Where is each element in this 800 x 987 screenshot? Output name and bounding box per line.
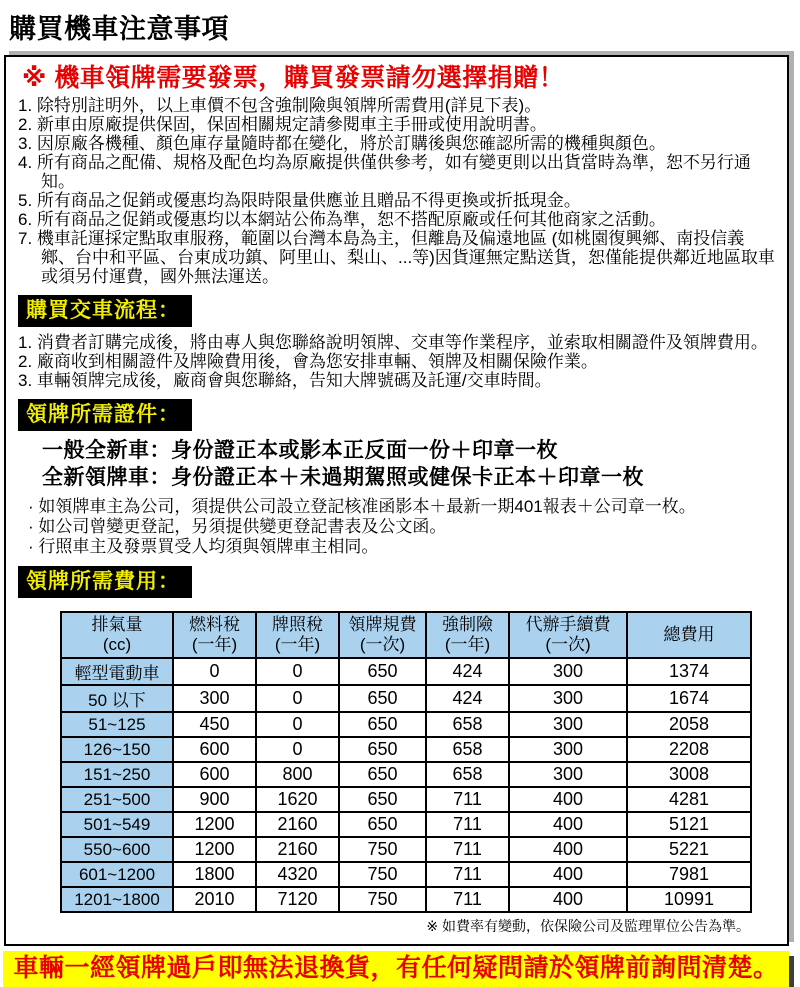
process-item: 3. 車輛領牌完成後，廠商會與您聯絡，告知大牌號碼及託運/交車時間。: [18, 371, 552, 390]
process-list: [18, 333, 777, 390]
fees-cell: 1620: [256, 787, 339, 812]
fees-cell: 750: [339, 887, 426, 912]
fees-cell: 658: [426, 712, 509, 737]
fees-table-row: [61, 712, 751, 737]
notice-list: [18, 96, 777, 286]
fees-cell: 650: [339, 812, 426, 837]
fees-cell: 400: [509, 837, 627, 862]
fees-cell: 800: [256, 762, 339, 787]
fees-col-header: 領牌規費 (一次): [339, 612, 426, 658]
documents-required-line: 一般全新車：身份證正本或影本正反面一份＋印章一枚: [42, 439, 558, 462]
notice-box: [4, 55, 789, 946]
fees-cell: 7120: [256, 887, 339, 912]
fees-cell: 4320: [256, 862, 339, 887]
fees-cell: 300: [173, 685, 256, 712]
fees-col-header: 代辦手續費 (一次): [509, 612, 627, 658]
fees-row-label: 51~125: [61, 712, 173, 737]
fees-cell: 600: [173, 737, 256, 762]
fees-cell: 5121: [627, 812, 751, 837]
invoice-warning-heading: ※ 機車領牌需要發票，購買發票請勿選擇捐贈！: [22, 64, 565, 92]
fees-cell: 400: [509, 812, 627, 837]
fees-cell: 650: [339, 787, 426, 812]
fees-cell: 400: [509, 862, 627, 887]
section-label-fees: 領牌所需費用：: [18, 566, 192, 598]
fees-table-row: [61, 787, 751, 812]
fees-cell: 2058: [627, 712, 751, 737]
fees-cell: 1200: [173, 812, 256, 837]
fees-cell: 711: [426, 887, 509, 912]
fees-table-row: [61, 658, 751, 685]
fees-cell: 300: [509, 685, 627, 712]
fees-cell: 300: [509, 712, 627, 737]
fees-cell: 711: [426, 787, 509, 812]
fees-cell: 7981: [627, 862, 751, 887]
fees-row-label: 550~600: [61, 837, 173, 862]
fees-cell: 658: [426, 737, 509, 762]
fees-table-row: [61, 837, 751, 862]
fees-table-row: [61, 685, 751, 712]
fees-cell: 0: [256, 737, 339, 762]
notice-item: 6. 所有商品之促銷或優惠均以本網站公佈為準，恕不搭配原廠或任何其他商家之活動。: [18, 210, 666, 229]
fees-cell: 750: [339, 862, 426, 887]
fees-cell: 10991: [627, 887, 751, 912]
documents-note: · 如領牌車主為公司，須提供公司設立登記核准函影本＋最新一期401報表＋公司章一枚。: [28, 497, 696, 516]
fees-cell: 900: [173, 787, 256, 812]
fees-cell: 750: [339, 837, 426, 862]
fees-cell: 300: [509, 737, 627, 762]
fees-cell: 1374: [627, 658, 751, 685]
fees-cell: 3008: [627, 762, 751, 787]
fees-cell: 424: [426, 685, 509, 712]
fees-cell: 2160: [256, 837, 339, 862]
fees-col-header: 強制險 (一年): [426, 612, 509, 658]
notice-item: 7. 機車託運採定點取車服務，範圍以台灣本島為主，但離島及偏遠地區 (如桃園復興鄉、南投信義鄉、台中和平區、台東成功鎮、阿里山、梨山、...等)因貨運無定點送貨，恕僅能提供鄰近地區取車或須另付運費，國外無法運送。: [18, 229, 775, 286]
fees-table-row: [61, 887, 751, 912]
process-item: 2. 廠商收到相關證件及牌險費用後，會為您安排車輛、領牌及相關保險作業。: [18, 352, 598, 371]
section-label-process: 購買交車流程：: [18, 295, 192, 327]
fees-rate-note: ※ 如費率有變動，依保險公司及監理單位公告為準。: [426, 918, 750, 934]
documents-required-line: 全新領牌車：身份證正本＋未過期駕照或健保卡正本＋印章一枚: [42, 466, 644, 489]
fees-row-label: 601~1200: [61, 862, 173, 887]
fees-cell: 2010: [173, 887, 256, 912]
no-return-warning-banner: 車輛一經領牌過戶即無法退換貨，有任何疑問請於領牌前詢問清楚。: [3, 951, 789, 987]
fees-table-body: [61, 658, 751, 912]
fees-cell: 1674: [627, 685, 751, 712]
fees-cell: 2160: [256, 812, 339, 837]
fees-table: [60, 611, 752, 913]
fees-cell: 1800: [173, 862, 256, 887]
fees-cell: 424: [426, 658, 509, 685]
fees-cell: 711: [426, 837, 509, 862]
notice-item: 1. 除特別註明外，以上車價不包含強制險與領牌所需費用(詳見下表)。: [18, 96, 542, 115]
page-title: 購買機車注意事項: [9, 14, 229, 44]
fees-cell: 1200: [173, 837, 256, 862]
fees-row-label: 50 以下: [61, 685, 173, 712]
fees-row-label: 151~250: [61, 762, 173, 787]
fees-table-row: [61, 762, 751, 787]
fees-cell: 0: [256, 712, 339, 737]
section-label-documents: 領牌所需證件：: [18, 399, 192, 431]
fees-col-header: 牌照稅 (一年): [256, 612, 339, 658]
fees-cell: 400: [509, 787, 627, 812]
fees-cell: 400: [509, 887, 627, 912]
fees-cell: 600: [173, 762, 256, 787]
fees-cell: 650: [339, 737, 426, 762]
fees-cell: 5221: [627, 837, 751, 862]
fees-row-label: 126~150: [61, 737, 173, 762]
fees-col-header: 排氣量 (cc): [61, 612, 173, 658]
fees-row-label: 輕型電動車: [61, 658, 173, 685]
notice-item: 4. 所有商品之配備、規格及配色均為原廠提供僅供參考，如有變更則以出貨當時為準，恕不另行通知。: [18, 153, 751, 191]
fees-col-header: 燃料稅 (一年): [173, 612, 256, 658]
process-item: 1. 消費者訂購完成後，將由專人與您聯絡說明領牌、交車等作業程序，並索取相關證件及領牌費用。: [18, 333, 768, 352]
fees-table-row: [61, 862, 751, 887]
fees-cell: 650: [339, 762, 426, 787]
fees-cell: 4281: [627, 787, 751, 812]
notice-item: 2. 新車由原廠提供保固，保固相關規定請參閱車主手冊或使用說明書。: [18, 115, 547, 134]
fees-row-label: 501~549: [61, 812, 173, 837]
fees-cell: 300: [509, 658, 627, 685]
fees-cell: 300: [509, 762, 627, 787]
documents-notes: [28, 497, 777, 557]
notice-item: 3. 因原廠各機種、顏色庫存量隨時都在變化，將於訂購後與您確認所需的機種與顏色。: [18, 134, 666, 153]
fees-table-header: [61, 612, 751, 658]
documents-required-lines: [42, 437, 777, 491]
fees-cell: 650: [339, 685, 426, 712]
notice-item: 5. 所有商品之促銷或優惠均為限時限量供應並且贈品不得更換或折抵現金。: [18, 191, 581, 210]
fees-table-header-row: [61, 612, 751, 658]
fees-table-row: [61, 812, 751, 837]
documents-note: · 行照車主及發票買受人均須與領牌車主相同。: [28, 537, 379, 556]
fees-cell: 650: [339, 712, 426, 737]
fees-table-row: [61, 737, 751, 762]
fees-row-label: 1201~1800: [61, 887, 173, 912]
fees-cell: 450: [173, 712, 256, 737]
fees-cell: 658: [426, 762, 509, 787]
fees-col-header: 總費用: [627, 612, 751, 658]
fees-row-label: 251~500: [61, 787, 173, 812]
fees-cell: 711: [426, 812, 509, 837]
documents-note: · 如公司曾變更登記，另須提供變更登記書表及公文函。: [28, 517, 447, 536]
fees-cell: 0: [256, 685, 339, 712]
fees-cell: 650: [339, 658, 426, 685]
fees-cell: 0: [173, 658, 256, 685]
fees-cell: 2208: [627, 737, 751, 762]
fees-cell: 711: [426, 862, 509, 887]
fees-cell: 0: [256, 658, 339, 685]
